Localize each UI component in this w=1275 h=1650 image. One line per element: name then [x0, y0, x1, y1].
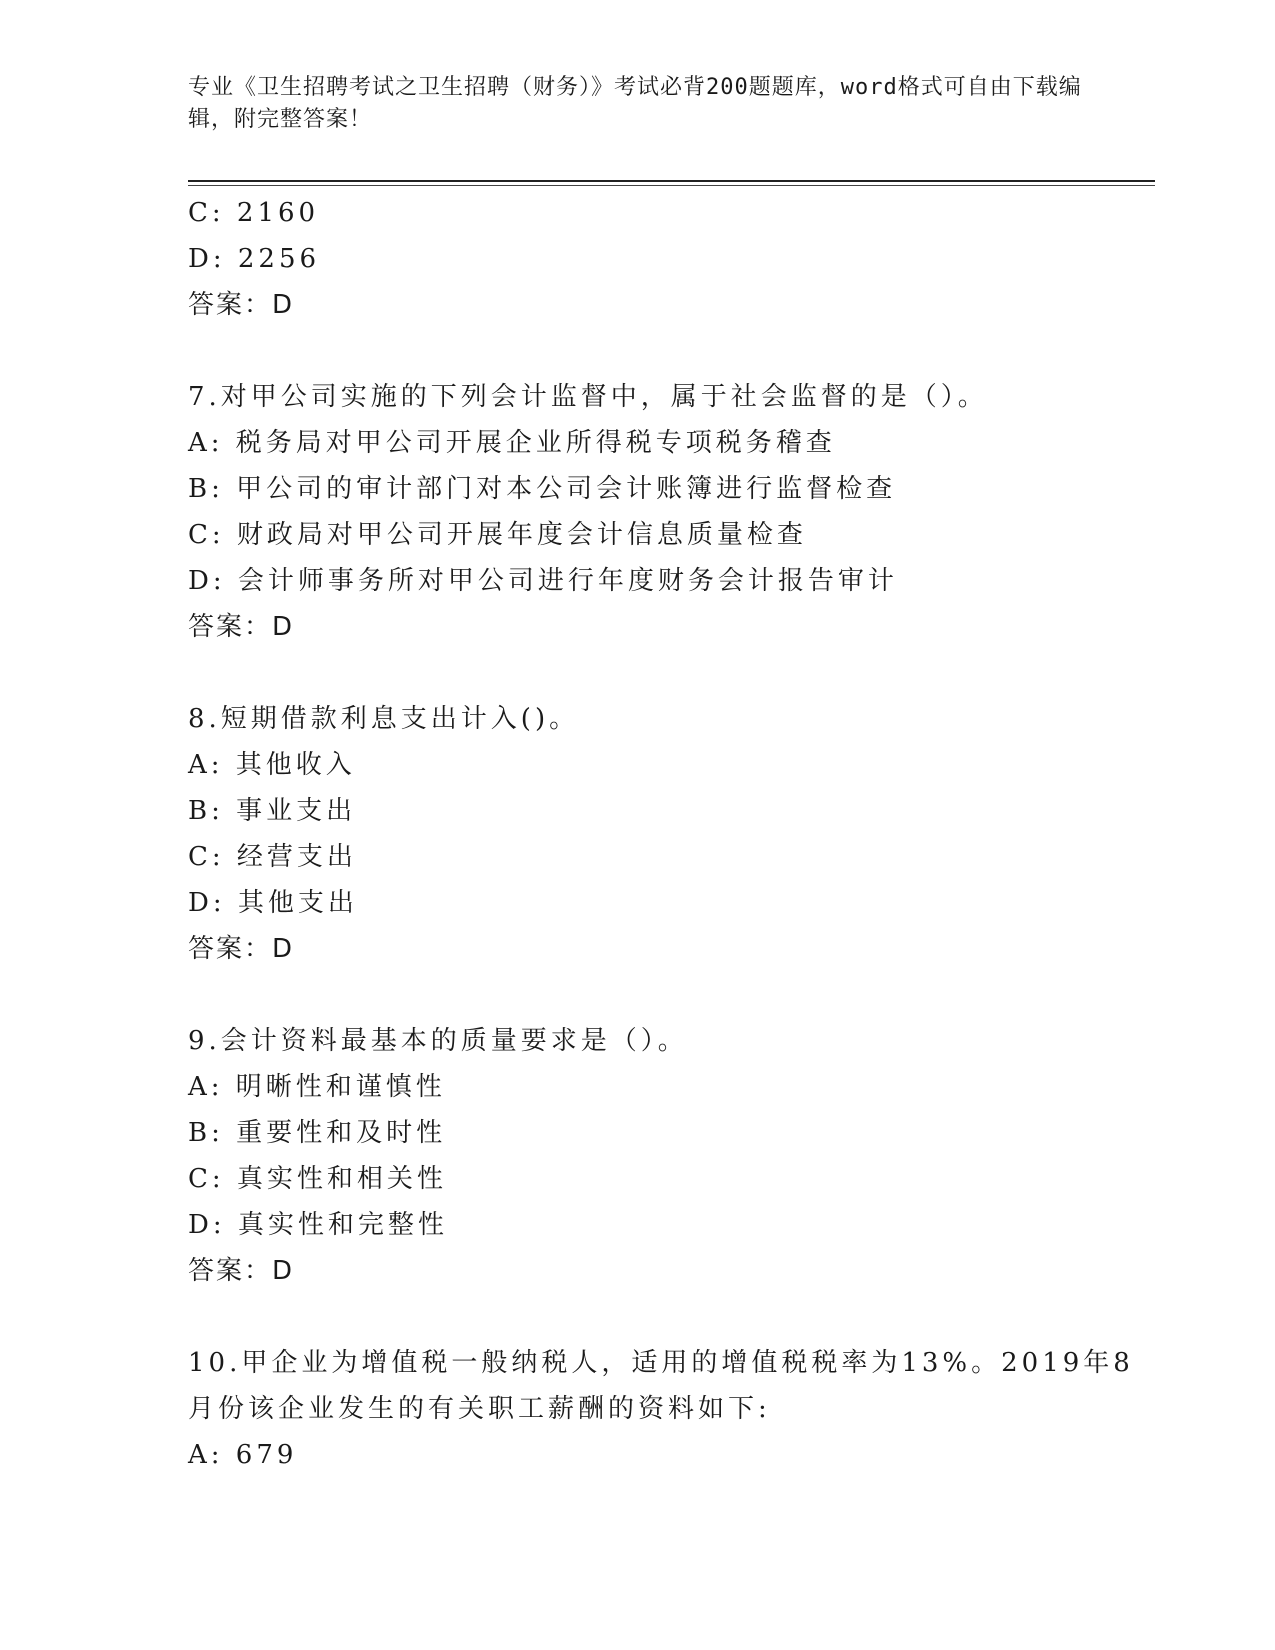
- option-c: C: 2160: [188, 198, 320, 228]
- option-d: D: 2256: [188, 244, 321, 274]
- option-b: B: 事业支出: [188, 796, 357, 826]
- header-divider-thick: [188, 180, 1155, 182]
- question-stem: 9.会计资料最基本的质量要求是（）。: [188, 1026, 688, 1056]
- question-list: [188, 190, 1134, 1524]
- answer-label: 答案：D: [188, 290, 295, 320]
- header-divider-thin: [188, 185, 1155, 186]
- answer-label: 答案：D: [188, 612, 295, 642]
- question-stem-line-2: 月份该企业发生的有关职工薪酬的资料如下:: [188, 1394, 771, 1424]
- option-d: D: 会计师事务所对甲公司进行年度财务会计报告审计: [188, 566, 898, 596]
- answer-label: 答案：D: [188, 934, 295, 964]
- option-d: D: 真实性和完整性: [188, 1210, 448, 1240]
- option-d: D: 其他支出: [188, 888, 358, 918]
- option-a: A: 税务局对甲公司开展企业所得税专项税务稽查: [188, 428, 836, 458]
- question-7: [188, 374, 1088, 650]
- question-9: [188, 1018, 1088, 1294]
- option-b: B: 甲公司的审计部门对本公司会计账簿进行监督检查: [188, 474, 897, 504]
- question-stem-line-1: 10.甲企业为增值税一般纳税人，适用的增值税税率为13%。2019年8: [188, 1348, 1134, 1378]
- answer-label: 答案：D: [188, 1256, 295, 1286]
- option-a: A: 679: [188, 1440, 298, 1470]
- option-a: A: 其他收入: [188, 750, 356, 780]
- option-c: C: 真实性和相关性: [188, 1164, 447, 1194]
- document-header: [188, 72, 1088, 136]
- question-stem: 8.短期借款利息支出计入()。: [188, 704, 580, 734]
- option-a: A: 明晰性和谨慎性: [188, 1072, 446, 1102]
- question-stem: 7.对甲公司实施的下列会计监督中，属于社会监督的是（）。: [188, 382, 988, 412]
- question-8: [188, 696, 1088, 972]
- header-title: 专业《卫生招聘考试之卫生招聘（财务）》考试必背200题题库，word格式可自由下载编辑，附完整答案！: [188, 75, 1082, 132]
- option-c: C: 经营支出: [188, 842, 357, 872]
- option-c: C: 财政局对甲公司开展年度会计信息质量检查: [188, 520, 807, 550]
- option-b: B: 重要性和及时性: [188, 1118, 447, 1148]
- question-6-tail: [188, 190, 1088, 328]
- question-10: [188, 1340, 1134, 1478]
